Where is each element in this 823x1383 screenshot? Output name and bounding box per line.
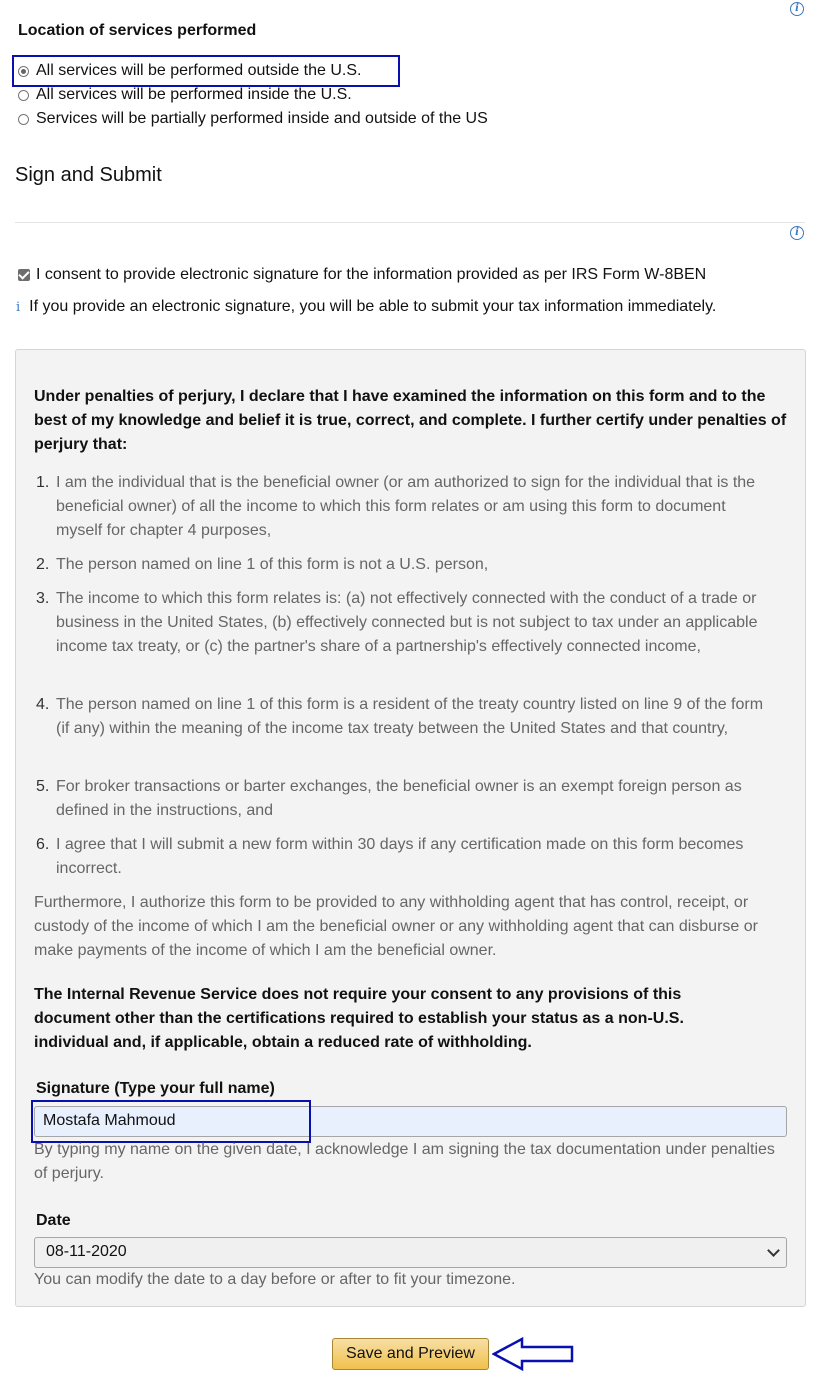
list-number: 6. <box>36 836 50 853</box>
divider <box>15 222 805 223</box>
date-select[interactable] <box>34 1237 787 1268</box>
esign-info-text: If you provide an electronic signature, you will be able to submit your tax information immediately. <box>29 298 717 315</box>
list-text: I am the individual that is the beneficial owner (or am authorized to sign for the individual that is the beneficial owner) of all the income to which this form relates or am using this form to document myself for chapter 4 purposes, <box>56 474 756 539</box>
list-text: I agree that I will submit a new form within 30 days if any certification made on this form becomes incorrect. <box>56 836 744 877</box>
save-and-preview-button[interactable]: Save and Preview <box>332 1338 489 1370</box>
radio-label: All services will be performed inside the U.S. <box>36 86 352 103</box>
certification-panel <box>15 349 806 1307</box>
radio-button[interactable] <box>18 114 29 125</box>
list-number: 1. <box>36 474 50 491</box>
date-value: 08-11-2020 <box>46 1243 127 1260</box>
signature-help: By typing my name on the given date, I acknowledge I am signing the tax documentation under penalties of perjury. <box>34 1141 775 1182</box>
chevron-down-icon <box>767 1244 780 1257</box>
radio-label: All services will be performed outside the U.S. <box>36 62 362 79</box>
radio-outside-us[interactable] <box>18 60 361 82</box>
info-icon[interactable]: i <box>790 226 804 240</box>
radio-button[interactable] <box>18 66 29 77</box>
list-text: The person named on line 1 of this form is not a U.S. person, <box>56 556 489 573</box>
radio-inside-us[interactable] <box>18 84 352 106</box>
perjury-intro: Under penalties of perjury, I declare that I have examined the information on this form and to the best of my knowledge and belief it is true, correct, and complete. I further certify under penalties of perjury that: <box>34 388 787 453</box>
signature-label: Signature (Type your full name) <box>36 1080 275 1097</box>
consent-checkbox[interactable] <box>18 269 30 281</box>
esign-info <box>16 298 716 316</box>
list-text: The income to which this form relates is: (a) not effectively connected with the conduct of a trade or business in the United States, (b) effectively connected but is not subject to tax under an applicable income tax treaty, or (c) the partner's share of a partnership's effectively connected income, <box>56 590 758 655</box>
list-number: 2. <box>36 556 50 573</box>
signature-input[interactable]: Mostafa Mahmoud <box>34 1106 787 1137</box>
consent-row[interactable] <box>18 266 706 284</box>
date-label: Date <box>36 1212 71 1229</box>
furthermore-text: Furthermore, I authorize this form to be provided to any withholding agent that has control, receipt, or custody of the income of which I am the beneficial owner or any withholding agent that can disburse or make payments of the income of which I am the beneficial owner. <box>34 894 758 959</box>
list-number: 4. <box>36 696 50 713</box>
radio-label: Services will be partially performed inside and outside of the US <box>36 110 488 127</box>
radio-button[interactable] <box>18 90 29 101</box>
irs-notice: The Internal Revenue Service does not require your consent to any provisions of this document other than the certifications required to establish your status as a non-U.S. individual and, if applicable, obtain a reduced rate of withholding. <box>34 986 684 1051</box>
info-i-icon: i <box>16 299 21 315</box>
date-help: You can modify the date to a day before or after to fit your timezone. <box>34 1271 516 1288</box>
location-title: Location of services performed <box>18 22 257 39</box>
list-text: For broker transactions or barter exchanges, the beneficial owner is an exempt foreign person as defined in the instructions, and <box>56 778 742 819</box>
consent-label: I consent to provide electronic signature for the information provided as per IRS Form W-8BEN <box>36 266 707 283</box>
info-icon[interactable]: i <box>790 2 804 16</box>
annotation-box <box>31 1100 311 1143</box>
list-number: 3. <box>36 590 50 607</box>
arrow-left-icon <box>492 1336 576 1372</box>
list-text: The person named on line 1 of this form is a resident of the treaty country listed on line 9 of the form (if any) within the meaning of the income tax treaty between the United States and that country, <box>56 696 764 737</box>
sign-submit-heading: Sign and Submit <box>15 164 162 186</box>
list-number: 5. <box>36 778 50 795</box>
radio-partial[interactable] <box>18 108 488 130</box>
